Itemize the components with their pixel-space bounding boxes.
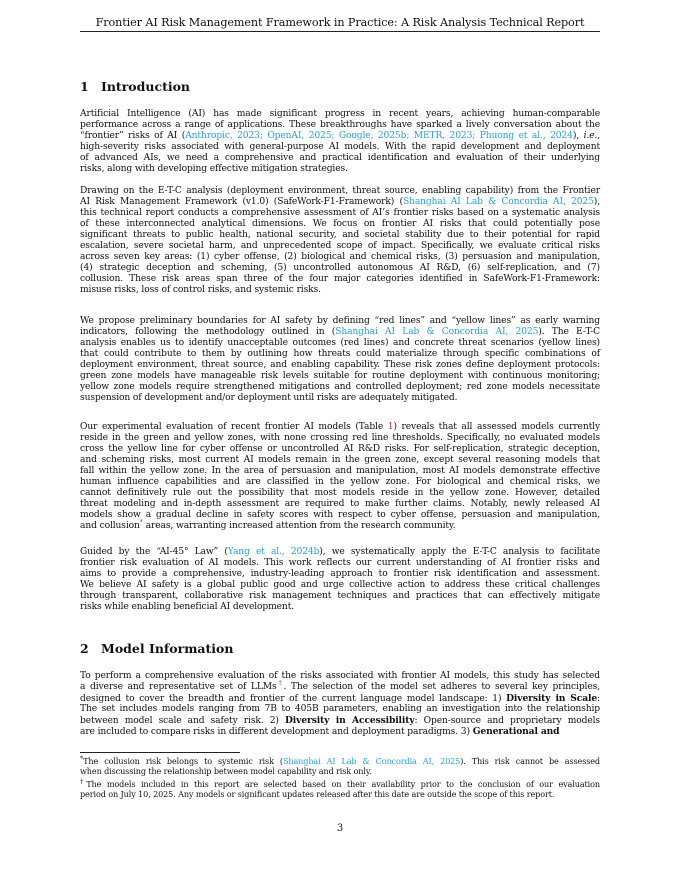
text-line (80, 142, 600, 153)
text-run: deployment environment, threat source, and enabling capability. These risk zones define deployment protocols: (80, 360, 600, 371)
text-run: AI Risk Management Framework (v1.0) (SafeWork-F1-Framework) ( (80, 197, 403, 208)
running-header: Frontier AI Risk Management Framework in Practice: A Risk Analysis Technical Report (95, 16, 585, 29)
text-line (80, 349, 600, 360)
text-line (80, 499, 600, 510)
text-line (80, 230, 600, 241)
intro-paragraph-2 (80, 186, 600, 296)
text-run: aims to provide a comprehensive, industry-leading approach to frontier risk identification and assessment. (80, 569, 600, 580)
text-run: misuse risks, loss of control risks, and systemic risks. (80, 285, 321, 296)
text-run: To perform a comprehensive evaluation of the risks associated with frontier AI models, this study has selected (80, 671, 600, 681)
text-line (80, 241, 600, 252)
text-run: frontier risk evaluation of AI models. This work reflects our current understanding of AI frontier risks and (80, 558, 600, 569)
text-run: cross the yellow line for cyber offense or uncontrolled AI R&D risks. For self-replication, strategic deception, (80, 444, 600, 455)
text-line (80, 569, 600, 580)
text-line (80, 558, 600, 569)
text-line (80, 591, 600, 602)
table-reference-link[interactable]: 1 (387, 422, 394, 432)
text-line (80, 580, 600, 591)
text-run: ) reveals that all assessed models currently (393, 422, 600, 432)
text-run: reside in the green and yellow zones, with none crossing red line thresholds. Specifically, no evaluated models (80, 433, 600, 444)
intro-paragraph-5 (80, 547, 600, 613)
intro-paragraph-4 (80, 422, 600, 532)
text-run: a diverse and representative set of LLMs (80, 682, 277, 693)
text-run: designed to cover the breadth and frontier of the current language model landscape: 1) (80, 694, 507, 705)
text-run: “frontier” risks of AI ( (80, 131, 186, 142)
text-run: (4) strategic deception and scheming, (5) uncontrolled autonomous AI R&D, (6) self-replication, and (7) (80, 263, 600, 274)
text-run: Drawing on the E-T-C analysis (deployment environment, threat source, enabling capability) from the Frontier (80, 186, 600, 196)
footnote-collusion (80, 756, 600, 777)
text-run: performance across a range of applications. These breakthroughs have sparked a lively conversation about the (80, 120, 600, 131)
section-title: Introduction (101, 79, 191, 94)
text-line (80, 715, 600, 726)
text-line (80, 679, 600, 693)
section-title: Model Information (101, 641, 234, 656)
text-line (80, 219, 600, 230)
intro-paragraph-1 (80, 109, 600, 175)
text-line (80, 789, 600, 799)
text-run: We propose preliminary boundaries for AI safety by defining “red lines” and “yellow lines” as early warning (80, 316, 600, 326)
text-line (80, 338, 600, 349)
footnote-symbol: * (80, 754, 84, 763)
text-run: indicators, following the methodology outlined in ( (80, 327, 336, 338)
text-line (80, 455, 600, 466)
footnote-marker-link[interactable]: † (276, 679, 284, 687)
bold-term: Diversity in Scale (506, 693, 598, 705)
text-line (80, 164, 600, 175)
citation-link[interactable]: Anthropic, 2023; OpenAI, 2025; Google, 2025b; METR, 2023; Phuong et al., 2024 (185, 131, 573, 142)
text-line (80, 208, 600, 219)
italic-term: i.e. (583, 131, 598, 142)
text-run: period on July 10, 2025. Any models or significant updates released after this date are outside the scope of this report. (80, 789, 555, 800)
text-line (80, 602, 600, 613)
text-run: We believe AI safety is a global public good and urge collective action to address these critical challenges (80, 580, 600, 591)
text-run: models show a gradual decline in safety scores with respect to cyber offense, persuasion and manipulation, (80, 510, 600, 521)
text-line (80, 704, 600, 715)
footnote-symbol: † (80, 777, 87, 786)
text-line (80, 510, 600, 521)
text-line (80, 422, 600, 433)
text-line (80, 316, 600, 327)
bold-term: Diversity in Accessibility (285, 715, 415, 727)
text-run: are included to compare risks in different development and deployment paradigms. 3) (80, 727, 473, 738)
text-run: : (597, 694, 601, 705)
text-line (80, 263, 600, 274)
text-line (80, 726, 600, 737)
text-line (80, 444, 600, 455)
text-run: risks, along with developing effective mitigation strategies. (80, 164, 348, 175)
text-line (80, 252, 600, 263)
text-line (80, 488, 600, 499)
text-run: threat modeling and in-depth assessment are required to make further claims. Notably, newly released AI (80, 499, 600, 510)
text-run: across seven key areas: (1) cyber offense, (2) biological and chemical risks, (3) persuasion and manipulation, (80, 252, 600, 263)
section-number: 2 (80, 641, 89, 656)
text-run: between model scale and safety risk. 2) (80, 716, 285, 727)
page-number: 3 (336, 823, 344, 834)
text-run: that could contribute to them by outlining how threats could materialize through specific combinations of (80, 349, 600, 360)
citation-link[interactable]: Yang et al., 2024b (227, 547, 320, 557)
text-line (80, 131, 600, 142)
text-line (80, 547, 600, 558)
text-run: ), (593, 197, 600, 208)
text-line (80, 371, 600, 382)
text-run: through transparent, collaborative risk management techniques and practices that can effectively mitigate (80, 591, 600, 602)
text-run: areas, warranting increased attention from the research community. (142, 521, 456, 532)
footnote-rule (80, 752, 240, 753)
citation-link[interactable]: Shanghai AI Lab & Concordia AI, 2025 (282, 756, 461, 766)
text-line (80, 285, 600, 296)
section-heading-model-information (80, 641, 233, 656)
text-run: The set includes models ranging from 7B to 405B parameters, enabling an investigation into the relationship (80, 704, 600, 715)
text-run: : Open-source and proprietary models (414, 716, 600, 727)
text-run: analysis enables us to identify unacceptable outcomes (red lines) and concrete threat scenarios (yellow lines) (80, 338, 600, 349)
text-run: , (597, 131, 600, 142)
text-line (80, 477, 600, 488)
section-number: 1 (80, 79, 89, 94)
text-run: high-severity risks associated with general-purpose AI models. With the rapid development and deployment (80, 142, 600, 153)
text-run: when discussing the relationship between model capability and risk only. (80, 766, 372, 777)
text-run: Guided by the “AI-45° Law” ( (80, 547, 228, 557)
text-run: fall within the yellow zone. In the area of persuasion and manipulation, most AI models demonstrate effective (80, 466, 600, 477)
text-run: yellow zone models require strengthened mitigations and controlled deployment; red zone models necessitate (80, 382, 600, 393)
text-run: suspension of development and/or deployment until risks are adequately mitigated. (80, 393, 458, 404)
text-line (80, 693, 600, 704)
bold-term: Generational and (472, 726, 560, 738)
text-run: ), (572, 131, 584, 142)
citation-link[interactable]: Shanghai AI Lab & Concordia AI, 2025 (335, 327, 539, 338)
model-info-paragraph (80, 671, 600, 737)
text-run: and scheming risks, most current AI models remain in the green zone, except several reasoning models that (80, 455, 600, 466)
text-run: of advanced AIs, we need a comprehensive and practical identification and evaluation of their underlying (80, 153, 600, 164)
text-line (80, 120, 600, 131)
text-line (80, 766, 600, 776)
text-run: and collusion (80, 521, 140, 532)
text-line (80, 274, 600, 285)
text-run: green zone models have manageable risk levels suitable for routine deployment with continuous monitoring; (80, 371, 600, 382)
intro-paragraph-3 (80, 316, 600, 404)
text-run: escalation, severe societal harm, and unprecedented scope of impact. Specifically, we evaluate critical risks (80, 241, 600, 252)
text-run: ). This risk cannot be assessed (460, 756, 600, 766)
text-run: Artificial Intelligence (AI) has made significant progress in recent years, achieving human-comparable (80, 109, 600, 119)
footnote-marker-link[interactable]: * (139, 518, 143, 527)
text-run: . The selection of the model set adheres to several key principles, (283, 682, 600, 693)
text-line (80, 382, 600, 393)
text-run: ), we systematically apply the E-T-C analysis to facilitate (319, 547, 600, 557)
text-line (80, 756, 600, 766)
text-run: risks while enabling beneficial AI development. (80, 602, 295, 613)
text-line (80, 197, 600, 208)
text-run: this technical report conducts a comprehensive assessment of AI’s frontier risks based on a systematic analysis (80, 208, 600, 219)
text-run: cannot definitively rule out the possibility that most models reside in the yellow zone. However, detailed (80, 488, 600, 499)
text-line (80, 518, 600, 532)
text-line (80, 671, 600, 682)
text-line (80, 327, 600, 338)
text-run: The collusion risk belongs to systemic risk ( (83, 756, 283, 766)
text-line (80, 779, 600, 789)
text-line (80, 393, 600, 404)
text-line (80, 433, 600, 444)
text-run: Our experimental evaluation of recent frontier AI models (Table (80, 422, 388, 432)
text-run: of these interconnected analytical dimensions. We focus on frontier AI risks that could potentially pose (80, 219, 600, 230)
text-run: collusion. These risk areas span three of the four major categories identified in SafeWork-F1-Framework: (80, 274, 600, 285)
footnote-model-selection (80, 779, 600, 800)
header-rule (80, 31, 600, 32)
text-line (80, 466, 600, 477)
text-line (80, 109, 600, 120)
text-line (80, 360, 600, 371)
section-heading-introduction (80, 79, 190, 94)
text-run: The models included in this report are selected based on their availability prior to the conclusion of our evaluation (86, 779, 600, 789)
citation-link[interactable]: Shanghai AI Lab & Concordia AI, 2025 (402, 197, 594, 208)
text-run: ). The E-T-C (538, 327, 600, 338)
text-run: human influence capabilities and are classified in the yellow zone. For biological and chemical risks, we (80, 477, 600, 488)
text-run: significant threats to public health, national security, and societal stability due to their potential for rapid (80, 230, 600, 241)
text-line (80, 186, 600, 197)
text-line (80, 153, 600, 164)
